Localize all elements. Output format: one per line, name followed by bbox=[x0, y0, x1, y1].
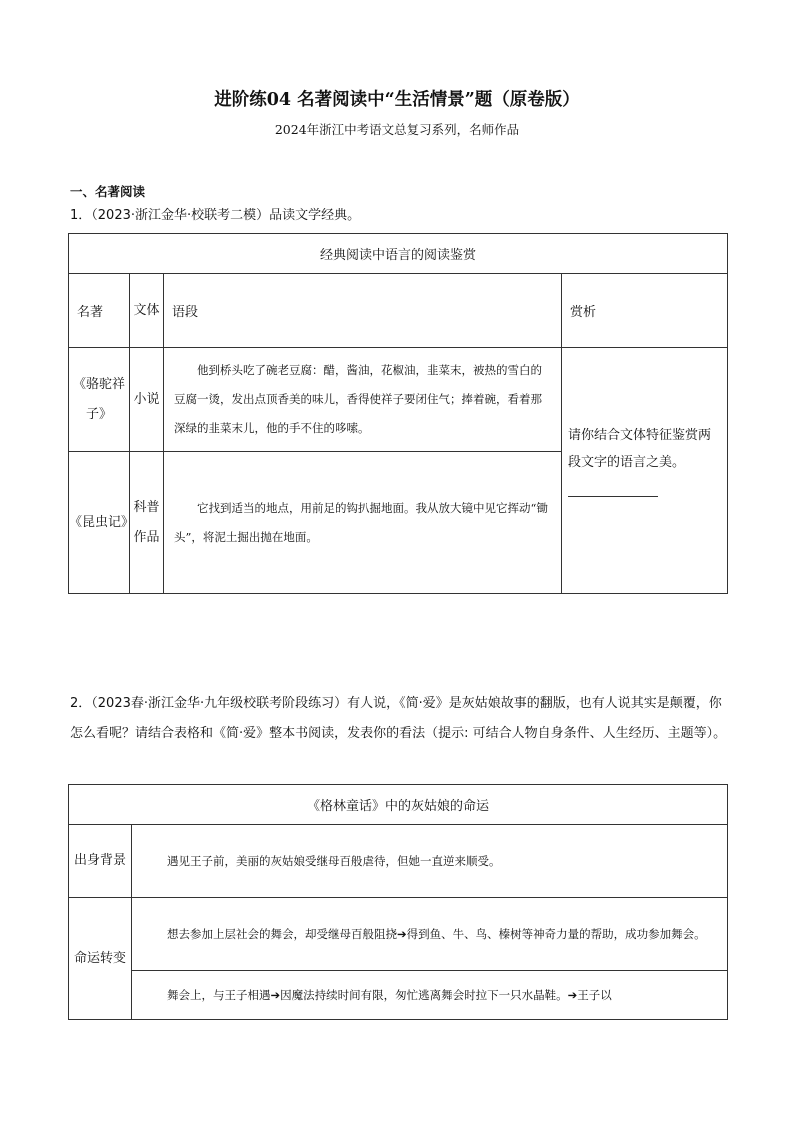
question-2-stem: 2．（2023春·浙江金华·九年级校联考阶段练习）有人说，《简·爱》是灰姑娘故事的翻版，也有人说其实是颠覆，你怎么看呢？请结合表格和《简·爱》整本书阅读，发表你的看法（提示: 可结合人物自身条件、人生经历、主题等）。 bbox=[70, 696, 727, 741]
header-genre: 文体 bbox=[130, 274, 164, 348]
question-1-stem: 1．（2023·浙江金华·校联考二模）品读文学经典。 bbox=[70, 208, 361, 223]
header-passage: 语段 bbox=[164, 274, 562, 348]
row-text: 遇见王子前，美丽的灰姑娘受继母百般虐待，但她一直逆来顺受。 bbox=[132, 825, 728, 898]
row-label: 命运转变 bbox=[69, 898, 132, 1020]
row-text: 想去参加上层社会的舞会，却受继母百般阻挠➔得到鱼、牛、鸟、榛树等神奇力量的帮助，成功参加舞会。 bbox=[132, 898, 728, 971]
genre-cell: 小说 bbox=[130, 348, 164, 452]
page-subtitle: 2024年浙江中考语文总复习系列，名师作品 bbox=[274, 122, 520, 137]
table-caption: 《格林童话》中的灰姑娘的命运 bbox=[69, 785, 728, 825]
answer-blank[interactable] bbox=[568, 496, 658, 497]
page-title: 进阶练04 名著阅读中“生活情景”题（原卷版） bbox=[214, 90, 580, 110]
passage-cell: 他到桥头吃了碗老豆腐：醋，酱油，花椒油，韭菜末，被热的雪白的豆腐一烫，发出点顶香美的味儿，香得使祥子要闭住气；捧着碗，看着那深绿的韭菜末儿，他的手不住的哆嗦。 bbox=[164, 348, 562, 452]
work-name: 《昆虫记》 bbox=[69, 452, 130, 594]
question-2-table bbox=[68, 784, 728, 1020]
work-name: 《骆驼祥子》 bbox=[69, 348, 130, 452]
row-label: 出身背景 bbox=[69, 825, 132, 898]
question-1-table bbox=[68, 233, 728, 594]
header-analysis: 赏析 bbox=[562, 274, 728, 348]
section-title: 一、名著阅读 bbox=[70, 184, 146, 199]
table-caption: 经典阅读中语言的阅读鉴赏 bbox=[69, 234, 728, 274]
header-work: 名著 bbox=[69, 274, 130, 348]
analysis-prompt: 请你结合文体特征鉴赏两段文字的语言之美。 bbox=[568, 428, 712, 470]
passage-cell: 它找到适当的地点，用前足的钩扒掘地面。我从放大镜中见它挥动“锄头”，将泥土掘出抛在地面。 bbox=[164, 452, 562, 594]
analysis-cell bbox=[562, 348, 728, 594]
row-text: 舞会上，与王子相遇➔因魔法持续时间有限，匆忙逃离舞会时拉下一只水晶鞋。➔王子以 bbox=[132, 971, 728, 1020]
genre-cell: 科普作品 bbox=[130, 452, 164, 594]
